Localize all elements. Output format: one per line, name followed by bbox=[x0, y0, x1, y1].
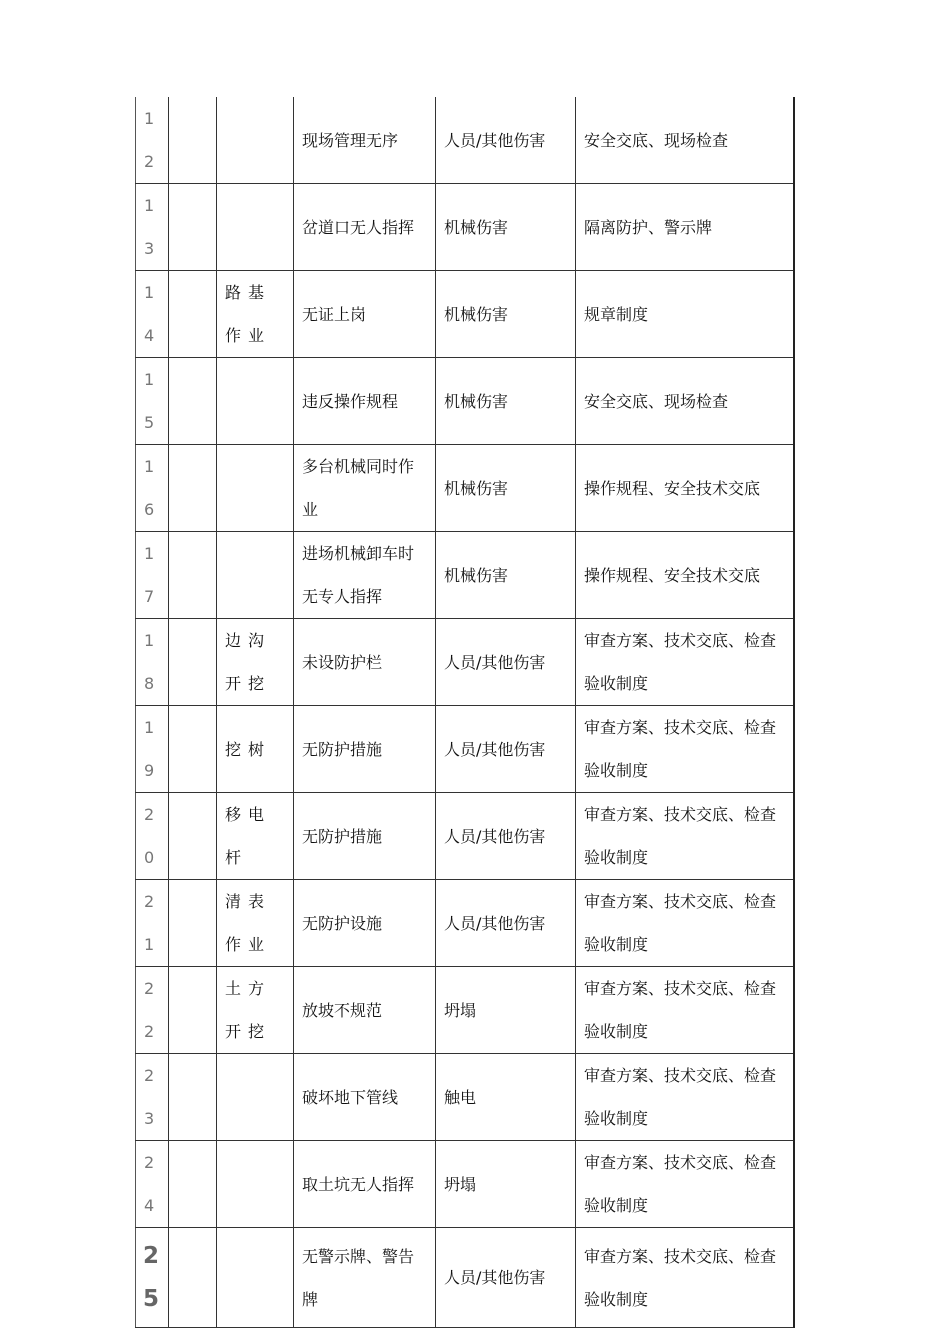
blank-cell bbox=[169, 97, 217, 184]
hazard-cell: 取土坑无人指挥 bbox=[294, 1141, 436, 1228]
blank-cell bbox=[169, 1141, 217, 1228]
accident-type-cell: 机械伤害 bbox=[436, 184, 576, 271]
accident-type-cell: 人员/其他伤害 bbox=[436, 793, 576, 880]
control-measure-cell: 操作规程、安全技术交底 bbox=[576, 445, 794, 532]
control-measure-cell: 规章制度 bbox=[576, 271, 794, 358]
control-measure-cell: 审查方案、技术交底、检查验收制度 bbox=[576, 880, 794, 967]
table-row bbox=[136, 793, 794, 880]
hazard-cell: 违反操作规程 bbox=[294, 358, 436, 445]
accident-type-cell: 人员/其他伤害 bbox=[436, 880, 576, 967]
table-row bbox=[136, 97, 794, 184]
work-category bbox=[217, 445, 294, 532]
accident-type-cell: 机械伤害 bbox=[436, 532, 576, 619]
row-number: 18 bbox=[136, 619, 169, 706]
row-number: 23 bbox=[136, 1054, 169, 1141]
table-row bbox=[136, 1228, 794, 1328]
table-row bbox=[136, 1141, 794, 1228]
hazard-cell: 无防护措施 bbox=[294, 706, 436, 793]
row-number: 24 bbox=[136, 1141, 169, 1228]
work-category: 路基作业 bbox=[217, 271, 294, 358]
accident-type-cell: 机械伤害 bbox=[436, 271, 576, 358]
accident-type-cell: 触电 bbox=[436, 1054, 576, 1141]
work-category bbox=[217, 1141, 294, 1228]
work-category: 边沟开挖 bbox=[217, 619, 294, 706]
hazard-cell: 破坏地下管线 bbox=[294, 1054, 436, 1141]
hazard-cell: 无证上岗 bbox=[294, 271, 436, 358]
control-measure-cell: 隔离防护、警示牌 bbox=[576, 184, 794, 271]
table-row bbox=[136, 271, 794, 358]
control-measure-cell: 审查方案、技术交底、检查验收制度 bbox=[576, 1228, 794, 1328]
hazard-cell: 未设防护栏 bbox=[294, 619, 436, 706]
table-row bbox=[136, 532, 794, 619]
work-category bbox=[217, 1228, 294, 1328]
row-number: 14 bbox=[136, 271, 169, 358]
accident-type-cell: 坍塌 bbox=[436, 967, 576, 1054]
control-measure-cell: 安全交底、现场检查 bbox=[576, 358, 794, 445]
control-measure-cell: 审查方案、技术交底、检查验收制度 bbox=[576, 1054, 794, 1141]
blank-cell bbox=[169, 445, 217, 532]
hazard-cell: 无防护措施 bbox=[294, 793, 436, 880]
blank-cell bbox=[169, 967, 217, 1054]
table-row bbox=[136, 967, 794, 1054]
hazard-cell: 无防护设施 bbox=[294, 880, 436, 967]
table-row bbox=[136, 880, 794, 967]
hazard-cell: 岔道口无人指挥 bbox=[294, 184, 436, 271]
blank-cell bbox=[169, 358, 217, 445]
row-number: 22 bbox=[136, 967, 169, 1054]
hazard-cell: 进场机械卸车时无专人指挥 bbox=[294, 532, 436, 619]
hazard-table bbox=[135, 97, 795, 1328]
control-measure-cell: 操作规程、安全技术交底 bbox=[576, 532, 794, 619]
blank-cell bbox=[169, 1228, 217, 1328]
control-measure-cell: 安全交底、现场检查 bbox=[576, 97, 794, 184]
work-category: 清表作业 bbox=[217, 880, 294, 967]
table-row bbox=[136, 358, 794, 445]
control-measure-cell: 审查方案、技术交底、检查验收制度 bbox=[576, 619, 794, 706]
work-category: 土方开挖 bbox=[217, 967, 294, 1054]
accident-type-cell: 机械伤害 bbox=[436, 358, 576, 445]
row-number: 25 bbox=[136, 1228, 169, 1328]
accident-type-cell: 人员/其他伤害 bbox=[436, 1228, 576, 1328]
work-category bbox=[217, 1054, 294, 1141]
hazard-cell: 放坡不规范 bbox=[294, 967, 436, 1054]
row-number: 21 bbox=[136, 880, 169, 967]
row-number: 12 bbox=[136, 97, 169, 184]
blank-cell bbox=[169, 880, 217, 967]
row-number: 13 bbox=[136, 184, 169, 271]
work-category bbox=[217, 532, 294, 619]
work-category bbox=[217, 184, 294, 271]
control-measure-cell: 审查方案、技术交底、检查验收制度 bbox=[576, 1141, 794, 1228]
hazard-cell: 现场管理无序 bbox=[294, 97, 436, 184]
control-measure-cell: 审查方案、技术交底、检查验收制度 bbox=[576, 793, 794, 880]
accident-type-cell: 坍塌 bbox=[436, 1141, 576, 1228]
row-number: 20 bbox=[136, 793, 169, 880]
accident-type-cell: 机械伤害 bbox=[436, 445, 576, 532]
blank-cell bbox=[169, 706, 217, 793]
blank-cell bbox=[169, 1054, 217, 1141]
accident-type-cell: 人员/其他伤害 bbox=[436, 97, 576, 184]
table-row bbox=[136, 706, 794, 793]
row-number: 17 bbox=[136, 532, 169, 619]
control-measure-cell: 审查方案、技术交底、检查验收制度 bbox=[576, 706, 794, 793]
row-number: 15 bbox=[136, 358, 169, 445]
control-measure-cell: 审查方案、技术交底、检查验收制度 bbox=[576, 967, 794, 1054]
accident-type-cell: 人员/其他伤害 bbox=[436, 706, 576, 793]
table-row bbox=[136, 445, 794, 532]
table-row bbox=[136, 619, 794, 706]
table-row bbox=[136, 184, 794, 271]
row-number: 19 bbox=[136, 706, 169, 793]
work-category bbox=[217, 358, 294, 445]
blank-cell bbox=[169, 532, 217, 619]
blank-cell bbox=[169, 619, 217, 706]
hazard-cell: 多台机械同时作业 bbox=[294, 445, 436, 532]
hazard-cell: 无警示牌、警告牌 bbox=[294, 1228, 436, 1328]
accident-type-cell: 人员/其他伤害 bbox=[436, 619, 576, 706]
work-category: 挖树 bbox=[217, 706, 294, 793]
blank-cell bbox=[169, 793, 217, 880]
work-category: 移电杆 bbox=[217, 793, 294, 880]
row-number: 16 bbox=[136, 445, 169, 532]
work-category bbox=[217, 97, 294, 184]
blank-cell bbox=[169, 271, 217, 358]
blank-cell bbox=[169, 184, 217, 271]
table-row bbox=[136, 1054, 794, 1141]
